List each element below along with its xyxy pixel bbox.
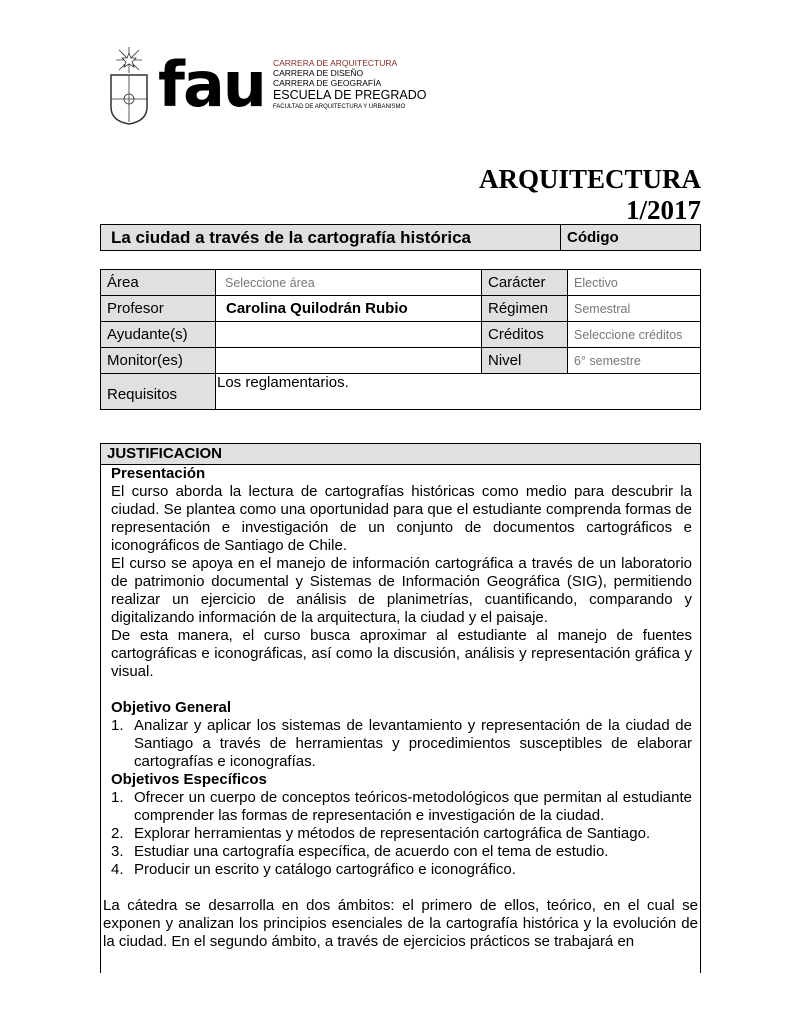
objetivos-especificos-list [111, 789, 692, 879]
objetivo-general-heading: Objetivo General [111, 699, 232, 716]
profesor-label: Profesor [101, 296, 216, 322]
creditos-select[interactable]: Seleccione créditos [568, 322, 701, 348]
presentacion-heading: Presentación [111, 465, 206, 482]
list-number: 4. [111, 861, 124, 878]
objetivo-general-list [111, 717, 692, 771]
monitor-value[interactable] [216, 348, 482, 374]
logo-line: CARRERA DE DISEÑO [272, 68, 364, 78]
ayudante-value[interactable] [216, 322, 482, 348]
creditos-label: Créditos [482, 322, 568, 348]
requisitos-value: Los reglamentarios. [216, 374, 701, 410]
monitor-label: Monitor(es) [101, 348, 216, 374]
caracter-select[interactable]: Electivo [568, 270, 701, 296]
nivel-select[interactable]: 6° semestre [568, 348, 701, 374]
area-label: Área [101, 270, 216, 296]
ayudante-label: Ayudante(s) [101, 322, 216, 348]
logo-line: ESCUELA DE PREGRADO [272, 88, 427, 102]
list-item [111, 861, 692, 879]
nivel-label: Nivel [482, 348, 568, 374]
course-info-table [100, 269, 701, 410]
justificacion-heading: JUSTIFICACION [101, 444, 700, 465]
area-select[interactable]: Seleccione área [216, 270, 482, 296]
period: 1/2017 [625, 195, 701, 225]
logo-text [273, 58, 427, 112]
program-title: ARQUITECTURA [478, 164, 701, 194]
profesor-value: Carolina Quilodrán Rubio [216, 296, 482, 322]
university-shield-icon [108, 45, 150, 125]
logo-line: CARRERA DE ARQUITECTURA [272, 58, 398, 68]
list-text: Ofrecer un cuerpo de conceptos teóricos-metodológicos que permitan al estudiante comprender las formas de representación e investigación de la ciudad. [134, 789, 692, 824]
list-item [111, 843, 692, 861]
paragraph: El curso se apoya en el manejo de información cartográfica a través de un laboratorio de patrimonio documental y Sistemas de Información Geográfica (SIG), permitiendo realizar un ejercicio de análisis de planimetrías, cuantificando, comparando y digitalizando información de la arquitectura, la ciudad y el paisaje. [111, 555, 692, 626]
list-number: 1. [111, 789, 124, 806]
logo-line: FACULTAD DE ARQUITECTURA Y URBANISMO [272, 104, 406, 110]
course-title-table [100, 224, 701, 251]
logo-line: CARRERA DE GEOGRAFÍA [272, 78, 382, 88]
list-item [111, 825, 692, 843]
paragraph: De esta manera, el curso busca aproximar al estudiante al manejo de fuentes cartográficas e iconográficas, así como la discusión, análisis y representación gráfica y visual. [111, 627, 692, 680]
fau-logo [108, 42, 426, 128]
list-item [111, 717, 692, 771]
list-number: 1. [111, 717, 124, 734]
code-label: Código [561, 225, 701, 251]
requisitos-label: Requisitos [101, 374, 216, 410]
regimen-label: Régimen [482, 296, 568, 322]
logo-wordmark: fau [158, 48, 265, 121]
paragraph: El curso aborda la lectura de cartografías históricas como medio para descubrir la ciudad. Se plantea como una oportunidad para que el estudiante comprenda formas de representación e investigación de un conjunto de documentos cartográficos e iconográficos de Santiago de Chile. [111, 483, 692, 554]
caracter-label: Carácter [482, 270, 568, 296]
paragraph: La cátedra se desarrolla en dos ámbitos: el primero de ellos, teórico, en el cual se exponen y analizan los principios esenciales de la cartografía histórica y la evolución de la ciudad. En el segundo ámbito, a través de ejercicios prácticos se trabajará en [103, 897, 698, 950]
objetivos-especificos-heading: Objetivos Específicos [111, 771, 267, 788]
list-text: Analizar y aplicar los sistemas de levantamiento y representación de la ciudad de Santiago a través de herramientas y procedimientos susceptibles de elaborar cartografías e iconografías. [134, 717, 692, 770]
list-text: Producir un escrito y catálogo cartográfico e iconográfico. [134, 861, 516, 878]
regimen-select[interactable]: Semestral [568, 296, 701, 322]
justificacion-section [100, 443, 701, 973]
list-text: Estudiar una cartografía específica, de acuerdo con el tema de estudio. [134, 843, 609, 860]
list-item [111, 789, 692, 825]
course-name: La ciudad a través de la cartografía histórica [101, 225, 561, 251]
list-text: Explorar herramientas y métodos de representación cartográfica de Santiago. [134, 825, 651, 842]
list-number: 2. [111, 825, 124, 842]
list-number: 3. [111, 843, 124, 860]
